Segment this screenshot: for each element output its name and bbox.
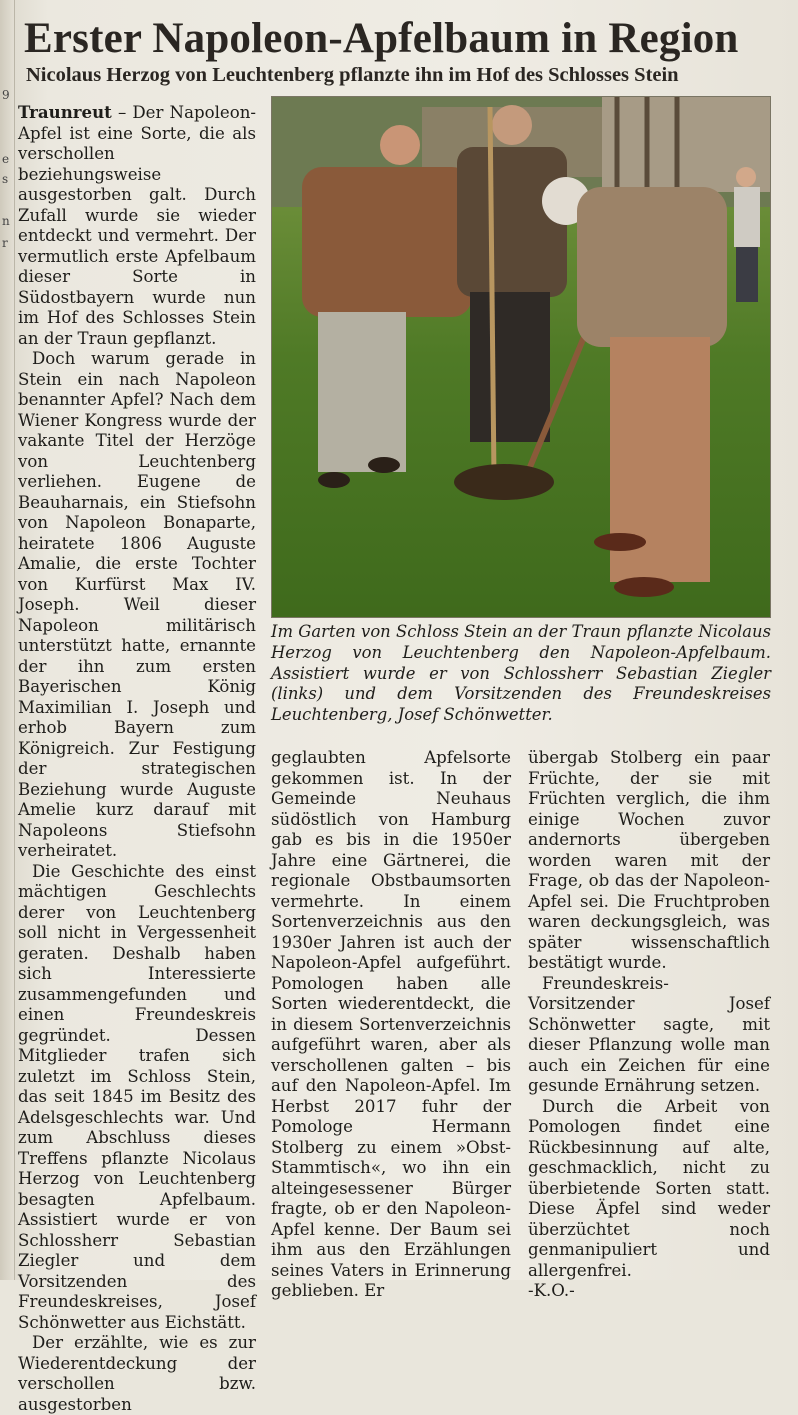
- photo-caption: Im Garten von Schloss Stein an der Traun pflanzte Nicolaus Herzog von Leuchtenberg den Napoleon-Apfelbaum. Assistiert wurde er von Schlossherr Sebastian Ziegler (links) und dem Vorsitzenden des Freundeskreises Leuchtenberg, Josef Schönwetter.: [271, 622, 771, 725]
- article-column-2: [271, 748, 511, 1302]
- margin-fragment: 9: [2, 88, 10, 102]
- column-3-paragraph-3: Durch die Arbeit von Pomologen findet eine Rückbesinnung auf alte, geschmacklich, nicht zu überbietende Sorten statt. Diese Äpfel sind weder überzüchtet noch genmanipuliert und allergenfrei.: [528, 1096, 770, 1280]
- subheadline: Nicolaus Herzog von Leuchtenberg pflanzte ihn im Hof des Schlosses Stein: [26, 64, 679, 86]
- margin-fragment: s: [2, 172, 9, 186]
- paragraph-3: Die Geschichte des einst mächtigen Geschlechts derer von Leuchtenberg soll nicht in Vergessenheit geraten. Deshalb haben sich Interessierte zusammengefunden und einen Freundeskreis gegründet. Dessen Mitglieder trafen sich zuletzt im Schloss Stein, das seit 1845 im Besitz des Adelsgeschlechts war. Und zum Abschluss dieses Treffens pflanzte Nicolaus Herzog von Leuchtenberg besagten Apfelbaum. Assistiert wurde er von Schlossherr Sebastian Ziegler und dem Vorsitzenden des Freundeskreises, Josef Schönwetter aus Eichstätt.: [18, 861, 256, 1332]
- article-column-1: [18, 102, 256, 1415]
- margin-fragment: n: [2, 214, 10, 228]
- adjacent-column-edge: [0, 0, 15, 1280]
- intro-paragraph: [18, 102, 256, 349]
- person-right-background: [734, 167, 760, 302]
- column-3-paragraph-2: Freundeskreis-Vorsitzender Josef Schönwetter sagte, mit dieser Pflanzung wolle man auch ein Zeichen für eine gesunde Ernährung setzen.: [528, 973, 770, 1095]
- headline: Erster Napoleon-Apfelbaum in Region: [24, 15, 739, 62]
- column-2-text: geglaubten Apfelsorte gekommen ist. In der Gemeinde Neuhaus südöstlich von Hamburg gab es bis in die 1950er Jahre eine Gärtnerei, die regionale Obstbaumsorten vermehrte. In einem Sortenverzeichnis aus den 1930er Jahren ist auch der Napoleon-Apfel aufgeführt. Pomologen haben alle Sorten wiederentdeckt, die in diesem Sortenverzeichnis aufgeführt waren, aber als verschollenen galten – bis auf den Napoleon-Apfel. Im Herbst 2017 fuhr der Pomologe Hermann Stolberg zu einem »Obst-Stammtisch«, wo ihn ein alteingesessener Bürger fragte, ob er den Napoleon-Apfel kenne. Der Baum sei ihm aus den Erzählungen seines Vaters in Erinnerung geblieben. Er: [271, 748, 511, 1300]
- article-photo: [271, 96, 771, 618]
- paragraph-2: Doch warum gerade in Stein ein nach Napoleon benannter Apfel? Nach dem Wiener Kongress wurde der vakante Titel der Herzöge von Leuchtenberg verliehen. Eugene de Beauharnais, ein Stiefsohn von Napoleon Bonaparte, heiratete 1806 Auguste Amalie, die erste Tochter von Kurfürst Max IV. Joseph. Weil dieser Napoleon militärisch unterstützt hatte, ernannte der ihn zum ersten Bayerischen König Maximilian I. Joseph und erhob Bayern zum Königreich. Zur Festigung der strategischen Beziehung wurde Auguste Amelie kurz darauf mit Napoleons Stiefsohn verheiratet.: [18, 349, 256, 860]
- intro-text: – Der Napoleon-Apfel ist eine Sorte, die als verschollen beziehungsweise ausgestorben galt. Durch Zufall wurde sie wieder entdeckt und vermehrt. Der vermutlich erste Apfelbaum dieser Sorte in Südostbayern wurde nun im Hof des Schlosses Stein an der Traun gepflanzt.: [18, 103, 256, 348]
- author-signature: -K.O.-: [528, 1281, 575, 1300]
- margin-fragment: r: [2, 236, 8, 250]
- photo-illustration: [272, 97, 770, 617]
- paragraph-4-start: Der erzählte, wie es zur Wiederentdeckung der verschollen bzw. ausgestorben: [18, 1333, 256, 1414]
- column-3-paragraph-1: übergab Stolberg ein paar Früchte, der sie mit Früchten verglich, die ihm einige Wochen zuvor andernorts übergeben worden waren mit der Frage, ob das der Napoleon-Apfel sei. Die Fruchtproben waren deckungsgleich, was später wissenschaftlich bestätigt wurde.: [528, 748, 770, 972]
- article-column-3: [528, 748, 770, 1302]
- margin-fragment: e: [2, 152, 10, 166]
- dateline: Traunreut: [18, 102, 112, 122]
- planting-hole: [454, 464, 554, 500]
